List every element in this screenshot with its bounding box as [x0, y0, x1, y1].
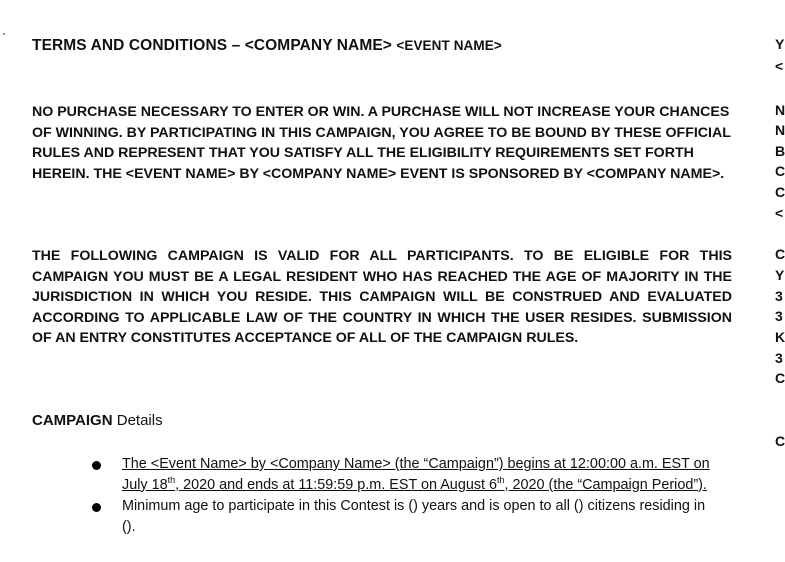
adjacent-text-fragment: N: [775, 102, 785, 118]
heading-rest: Details: [112, 412, 163, 429]
bullet-icon: [92, 461, 101, 470]
paragraph-no-purchase: NO PURCHASE NECESSARY TO ENTER OR WIN. A PURCHASE WILL NOT INCREASE YOUR CHANCES OF WINNING. BY PARTICIPATING IN THIS CAMPAIGN, YOU AGREE TO BE BOUND BY THESE OFFICIAL RULES AND REPRESENT THAT YOU SATISFY ALL THE ELIGIBILITY REQUIREMENTS SET FORTH HEREIN. THE <EVENT NAME> BY <COMPANY NAME> EVENT IS SPONSORED BY <COMPANY NAME>.: [32, 104, 731, 182]
title-main: TERMS AND CONDITIONS – <COMPANY NAME>: [32, 37, 397, 54]
list-item: [0, 496, 712, 537]
adjacent-text-fragment: K: [775, 329, 785, 345]
bullet-icon: [92, 503, 101, 512]
bullet-text-a: The <Event Name> by <Company Name> (the “Campaign”) begins at 12:00:00 a.m. EST on July 18: [122, 456, 710, 493]
adjacent-text-fragment: C: [775, 433, 785, 449]
margin-mark: [3, 33, 5, 35]
adjacent-text-fragment: Y: [775, 267, 785, 283]
adjacent-text-fragment: C: [775, 370, 785, 386]
ordinal-suffix: th: [167, 474, 176, 485]
campaign-details-list: [0, 454, 760, 537]
title-event-name: <EVENT NAME>: [396, 38, 502, 53]
campaign-details-heading: [32, 412, 163, 429]
adjacent-text-fragment: C: [775, 184, 785, 200]
adjacent-text-fragment: Y: [775, 36, 785, 52]
heading-bold-part: CAMPAIGN: [32, 412, 113, 429]
adjacent-text-fragment: 3: [775, 350, 783, 366]
adjacent-page-edge: [775, 0, 785, 562]
adjacent-text-fragment: N: [775, 122, 785, 138]
list-item: [0, 454, 712, 495]
ordinal-suffix: th: [497, 474, 505, 485]
bullet-text-b: , 2020 and ends at 11:59:59 p.m. EST on August 6: [175, 476, 498, 493]
document-title: [32, 37, 502, 55]
adjacent-text-fragment: B: [775, 143, 785, 159]
adjacent-text-fragment: C: [775, 163, 785, 179]
adjacent-text-fragment: <: [775, 58, 784, 74]
paragraph-eligibility: THE FOLLOWING CAMPAIGN IS VALID FOR ALL PARTICIPANTS. TO BE ELIGIBLE FOR THIS CAMPAIGN YOU MUST BE A LEGAL RESIDENT WHO HAS REACHED THE AGE OF MAJORITY IN THE JURISDICTION IN WHICH YOU RESIDE. THIS CAMPAIGN WILL BE CONSTRUED AND EVALUATED ACCORDING TO APPLICABLE LAW OF THE COUNTRY IN WHICH THE USER RESIDES. SUBMISSION OF AN ENTRY CONSTITUTES ACCEPTANCE OF ALL OF THE CAMPAIGN RULES.: [32, 248, 732, 347]
bullet-text-c: , 2020 (the “Campaign Period”).: [504, 476, 707, 493]
bullet-text: Minimum age to participate in this Contest is () years and is open to all () citizens residing in ().: [122, 498, 706, 535]
adjacent-text-fragment: <: [775, 205, 784, 221]
adjacent-text-fragment: C: [775, 246, 785, 262]
adjacent-text-fragment: 3: [775, 308, 783, 324]
adjacent-text-fragment: 3: [775, 288, 783, 304]
